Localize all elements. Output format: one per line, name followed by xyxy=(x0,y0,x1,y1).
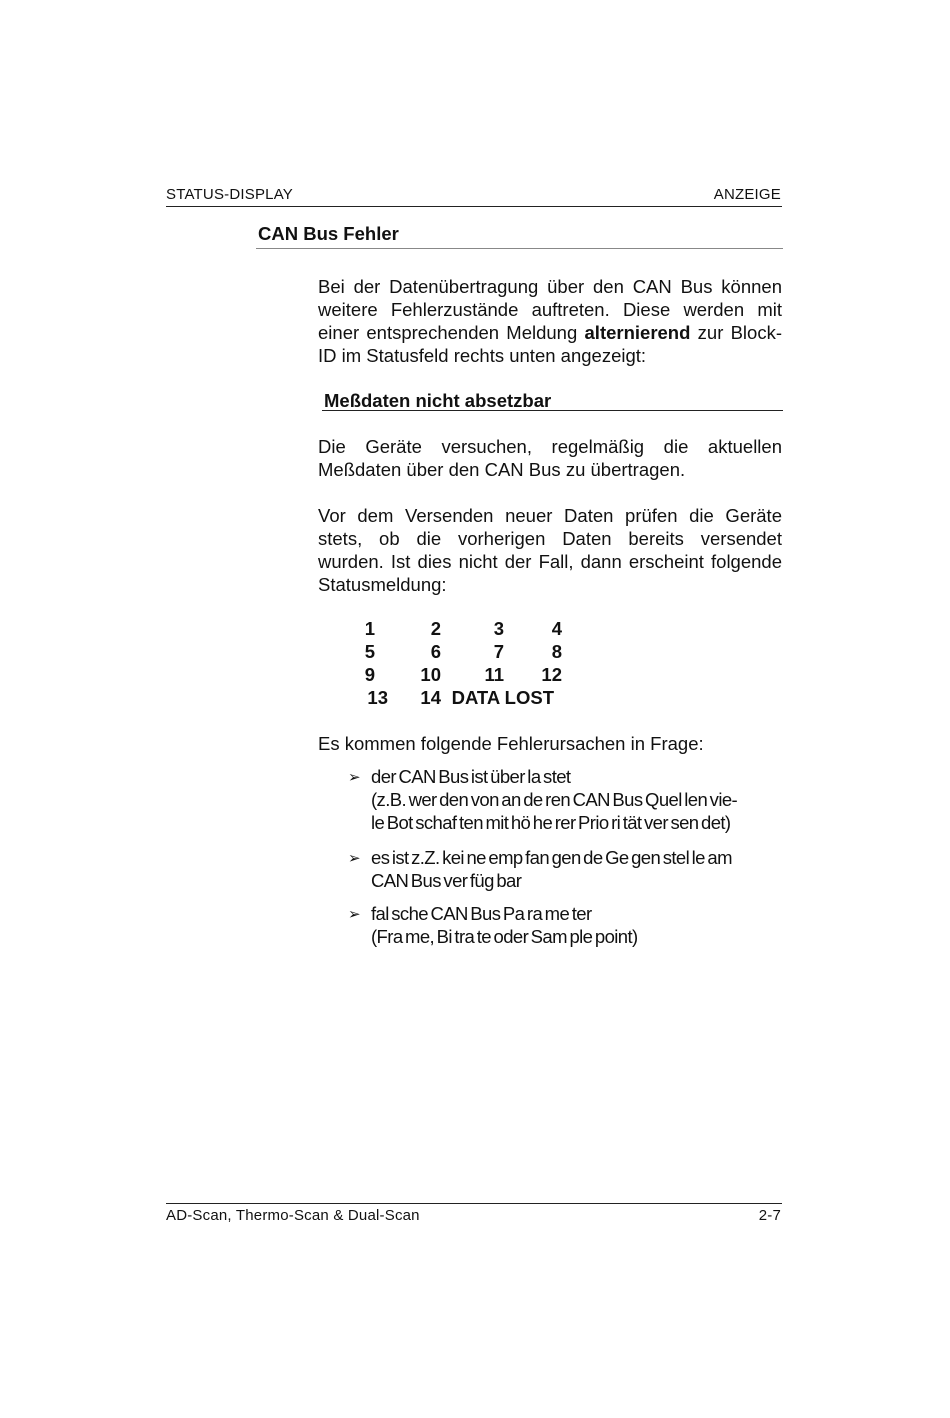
status-cell: 8 xyxy=(551,641,562,662)
running-footer-left: AD-Scan, Thermo-Scan & Dual-Scan xyxy=(166,1207,420,1224)
status-display-grid xyxy=(358,617,578,709)
cause-line: fal sche CAN Bus Pa ra me ter xyxy=(371,903,592,924)
subsection-title-rule xyxy=(322,410,783,411)
intro-text-start: Bei der Datenübertragung über den CAN Bus können weitere Fehlerzustände auftreten. Diese werden mit einer entsprechenden Meldung xyxy=(318,276,782,343)
arrow-bullet-icon: ➢ xyxy=(348,906,361,923)
status-cell: 5 xyxy=(364,641,375,662)
footer-rule xyxy=(166,1203,782,1204)
section-title: CAN Bus Fehler xyxy=(258,223,399,244)
data-lost-label: DATA LOST xyxy=(451,687,554,708)
status-cell: 11 xyxy=(484,664,504,685)
header-rule xyxy=(166,206,782,207)
cause-line: le Bot schaf ten mit hö he rer Prio ri tät ver sen det) xyxy=(371,812,731,833)
status-row xyxy=(358,640,578,663)
intro-emphasis: alternierend xyxy=(584,322,691,343)
cause-line: (Fra me, Bi tra te oder Sam ple point) xyxy=(371,926,638,947)
status-row xyxy=(358,686,578,709)
arrow-bullet-icon: ➢ xyxy=(348,769,361,786)
intro-paragraph xyxy=(318,275,782,367)
running-header-left: STATUS-DISPLAY xyxy=(166,186,293,203)
status-cell: 13 xyxy=(367,687,388,708)
status-cell: 2 xyxy=(430,618,441,639)
page-number: 2-7 xyxy=(758,1207,781,1224)
cause-line: es ist z.Z. kei ne emp fan gen de Ge gen stel le am xyxy=(371,847,732,868)
paragraph-transfer: Die Geräte versuchen, regelmäßig die aktuellen Meßdaten über den CAN Bus zu übertragen. xyxy=(318,436,782,480)
intro-text-end: zur Block-ID im Statusfeld rechts unten angezeigt: xyxy=(318,322,782,366)
paragraph-status-message: Vor dem Versenden neuer Daten prüfen die Geräte stets, ob die vorherigen Daten bereits versendet wurden. Ist dies nicht der Fall, dann erscheint folgende Statusmeldung: xyxy=(318,505,782,595)
status-row xyxy=(358,663,578,686)
cause-line: der CAN Bus ist über la stet xyxy=(371,766,571,787)
cause-line: CAN Bus ver füg bar xyxy=(371,870,522,891)
status-cell: 12 xyxy=(541,664,562,685)
causes-intro: Es kommen folgende Fehlerursachen in Frage: xyxy=(318,733,704,754)
status-cell: 4 xyxy=(551,618,562,639)
status-cell: 6 xyxy=(430,641,441,662)
status-cell: 14 xyxy=(420,687,441,708)
arrow-bullet-icon: ➢ xyxy=(348,850,361,867)
status-cell: 3 xyxy=(493,618,504,639)
status-cell: 1 xyxy=(364,618,375,639)
cause-line: (z.B. wer den von an de ren CAN Bus Quel len vie- xyxy=(371,789,738,810)
section-title-rule xyxy=(256,248,783,249)
status-cell: 9 xyxy=(364,664,375,685)
cause-item xyxy=(371,765,783,834)
running-header-right: ANZEIGE xyxy=(713,186,781,203)
cause-item xyxy=(371,846,783,892)
status-cell: 7 xyxy=(493,641,504,662)
status-row xyxy=(358,617,578,640)
cause-item xyxy=(371,902,783,948)
subsection-title: Meßdaten nicht absetzbar xyxy=(324,390,552,411)
status-cell: 10 xyxy=(420,664,441,685)
